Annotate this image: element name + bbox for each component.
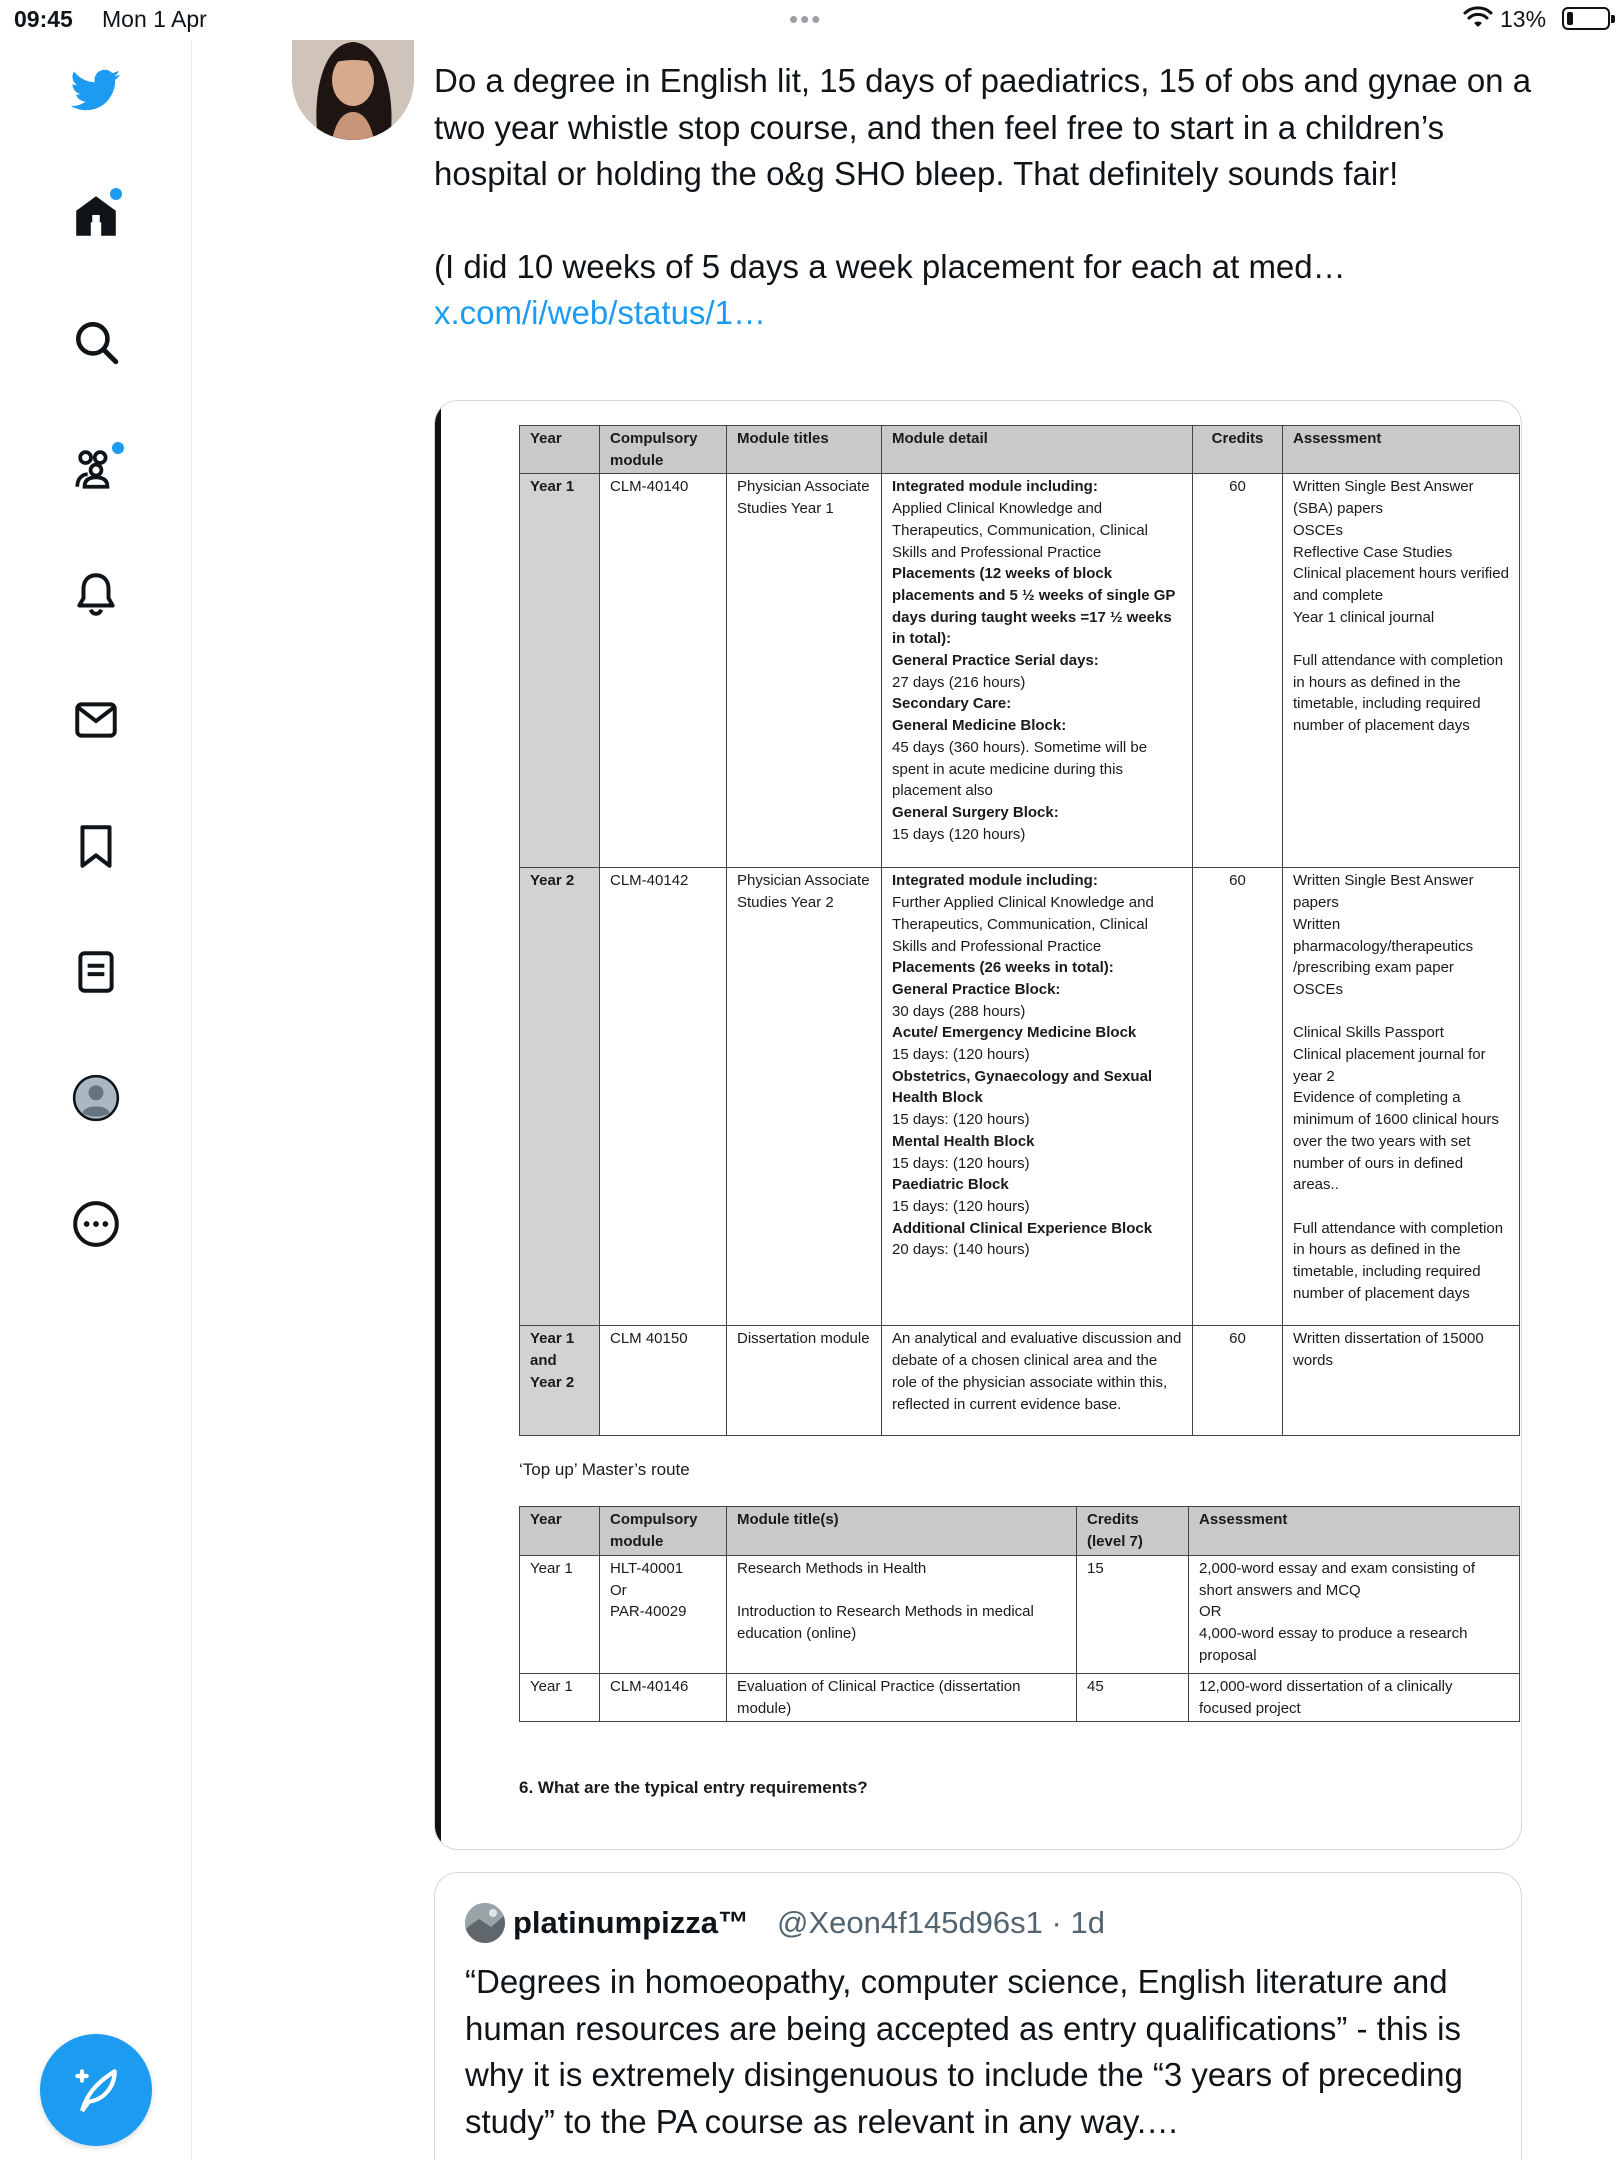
detail-line: Additional Clinical Experience Block — [892, 1219, 1153, 1237]
topup-route-label: ‘Top up’ Master’s route — [519, 1460, 690, 1480]
year-cell: Year 1 — [520, 474, 600, 868]
nav-home[interactable] — [66, 186, 126, 246]
table-row — [520, 1673, 1520, 1721]
detail-line: Acute/ Emergency Medicine Block — [892, 1024, 1137, 1042]
column-header: Assessment — [1189, 1507, 1520, 1555]
twitter-logo-icon[interactable] — [66, 60, 126, 120]
tweet-media-image[interactable] — [434, 400, 1522, 1850]
quoted-author-avatar[interactable] — [465, 1903, 505, 1943]
year-cell: Year 1 — [520, 1555, 600, 1673]
assessment-line: Year 1 clinical journal — [1293, 608, 1435, 626]
module-title-cell: Physician Associate Studies Year 2 — [727, 868, 882, 1326]
assessment-cell: Written dissertation of 15000 words — [1283, 1326, 1520, 1436]
assessment-line: 4,000-word essay to produce a research proposal — [1199, 1624, 1468, 1664]
detail-line: Placements (12 weeks of block placements and 5 ½ weeks of single GP days during taught weeks =17 ½ weeks in total): — [892, 565, 1176, 648]
detail-line: 30 days (288 hours) — [892, 1002, 1026, 1020]
tweet-text — [434, 58, 1534, 337]
assessment-line: OSCEs — [1293, 521, 1344, 539]
assessment-line: Reflective Case Studies — [1293, 543, 1453, 561]
detail-line: 15 days (120 hours) — [892, 825, 1026, 843]
table-header-row — [520, 426, 1520, 474]
column-header: Credits (level 7) — [1077, 1507, 1189, 1555]
notification-dot — [110, 188, 122, 200]
table-header-row — [520, 1507, 1520, 1555]
status-date: Mon 1 Apr — [102, 6, 207, 32]
module-code-cell — [600, 1555, 727, 1673]
detail-line: 15 days: (120 hours) — [892, 1197, 1030, 1215]
document — [519, 425, 1519, 1798]
year-cell: Year 2 — [520, 868, 600, 1326]
author-avatar[interactable] — [292, 36, 414, 140]
nav-search[interactable] — [66, 312, 126, 372]
search-icon — [71, 317, 121, 367]
module-code-cell: CLM-40142 — [600, 868, 727, 1326]
table-row — [520, 1555, 1520, 1673]
battery-icon — [1562, 7, 1610, 30]
detail-line: 45 days (360 hours). Sometime will be spent in acute medicine during this placement also — [892, 738, 1148, 800]
column-header: Compulsory module — [600, 1507, 727, 1555]
detail-line: Paediatric Block — [892, 1176, 1009, 1194]
nav-notifications[interactable] — [66, 564, 126, 624]
module-or: Or — [610, 1581, 627, 1599]
year-cell: Year 1 and Year 2 — [520, 1326, 600, 1436]
credits-cell: 60 — [1193, 1326, 1283, 1436]
assessment-cell — [1189, 1555, 1520, 1673]
compose-icon — [68, 2062, 124, 2118]
column-header: Module titles — [727, 426, 882, 474]
module-detail-cell — [882, 868, 1193, 1326]
nav-communities[interactable] — [66, 438, 126, 498]
entry-requirements-heading: 6. What are the typical entry requirements? — [519, 1778, 868, 1798]
quoted-tweet[interactable] — [434, 1872, 1522, 2160]
assessment-line: Clinical placement hours verified and complete — [1293, 565, 1509, 604]
list-icon — [71, 947, 121, 997]
assessment-or: OR — [1199, 1603, 1222, 1621]
module-detail-cell: An analytical and evaluative discussion and debate of a chosen clinical area and the role of the physician associate within this, reflected in current evidence base. — [882, 1326, 1193, 1436]
module-code-cell: CLM-40146 — [600, 1673, 727, 1721]
assessment-cell — [1283, 868, 1520, 1326]
module-title-cell: Evaluation of Clinical Practice (dissertation module) — [727, 1673, 1077, 1721]
detail-line: 15 days: (120 hours) — [892, 1046, 1030, 1064]
column-header: Compulsory module — [600, 426, 727, 474]
tweet-link[interactable]: x.com/i/web/status/1… — [434, 294, 766, 331]
assessment-line: 2,000-word essay and exam consisting of short answers and MCQ — [1199, 1559, 1475, 1599]
assessment-cell: 12,000-word dissertation of a clinically focused project — [1189, 1673, 1520, 1721]
assessment-line: Written Single Best Answer papers — [1293, 872, 1474, 912]
mail-icon — [71, 695, 121, 745]
column-header: Assessment — [1283, 426, 1520, 474]
detail-line: Integrated module including: — [892, 478, 1098, 496]
quoted-author-name[interactable]: platinumpizza™ — [513, 1905, 749, 1940]
status-time: 09:45 — [14, 6, 73, 32]
module-table — [519, 425, 1520, 1436]
quoted-tweet-text: “Degrees in homoeopathy, computer science, English literature and human resources are being accepted as entry qualifications” - this is why it is extremely disingenuous to include the “3 years of preceding study” to the PA course as relevant in any way.… — [465, 1963, 1463, 2140]
module-detail-cell — [882, 474, 1193, 868]
detail-line: Mental Health Block — [892, 1132, 1035, 1150]
module-title: Introduction to Research Methods in medical education (online) — [737, 1603, 1034, 1642]
table-row — [520, 474, 1520, 868]
assessment-cell — [1283, 474, 1520, 868]
module-title-cell — [727, 1555, 1077, 1673]
media-edge — [435, 401, 441, 1849]
nav-messages[interactable] — [66, 690, 126, 750]
profile-icon — [71, 1073, 121, 1123]
assessment-line: Written pharmacology/therapeutics /prescribing exam paper — [1293, 915, 1474, 977]
battery-percentage: 13% — [1500, 6, 1547, 32]
nav-profile[interactable] — [66, 1068, 126, 1128]
detail-line: 27 days (216 hours) — [892, 673, 1026, 691]
detail-line: Applied Clinical Knowledge and Therapeutics, Communication, Clinical Skills and Professional Practice — [892, 500, 1148, 561]
credits-cell: 15 — [1077, 1555, 1189, 1673]
tweet-body-continued — [434, 244, 1534, 337]
more-icon — [71, 1199, 121, 1249]
detail-line: Secondary Care: — [892, 695, 1012, 713]
nav-lists[interactable] — [66, 942, 126, 1002]
topup-table — [519, 1506, 1520, 1722]
assessment-line: Evidence of completing a minimum of 1600 clinical hours over the two years with set number of ours in defined areas.. — [1293, 1089, 1499, 1194]
module-title-cell: Physician Associate Studies Year 1 — [727, 474, 882, 868]
detail-line: General Practice Serial days: — [892, 652, 1099, 670]
status-bar — [0, 0, 1620, 40]
table-row — [520, 868, 1520, 1326]
assessment-line: Clinical placement journal for year 2 — [1293, 1046, 1486, 1085]
detail-line: Further Applied Clinical Knowledge and Therapeutics, Communication, Clinical Skills and Professional Practice — [892, 894, 1154, 955]
module-title: Research Methods in Health — [737, 1559, 927, 1577]
tweet-body: Do a degree in English lit, 15 days of paediatrics, 15 of obs and gynae on a two year whistle stop course, and then feel free to start in a children’s hospital or holding the o&g SHO bleep. That definitely sounds fair! — [434, 62, 1532, 192]
compose-button[interactable] — [40, 2034, 152, 2146]
column-header: Year — [520, 426, 600, 474]
column-header: Module detail — [882, 426, 1193, 474]
bell-icon — [71, 569, 121, 619]
assessment-line: Written Single Best Answer (SBA) papers — [1293, 478, 1474, 518]
module-code-cell: CLM-40140 — [600, 474, 727, 868]
column-header: Module title(s) — [727, 1507, 1077, 1555]
detail-line: General Practice Block: — [892, 980, 1061, 998]
detail-line: 20 days: (140 hours) — [892, 1241, 1030, 1259]
multitasking-dots-icon[interactable]: ••• — [789, 4, 823, 34]
sidebar — [0, 40, 192, 2160]
credits-cell: 60 — [1193, 474, 1283, 868]
detail-line: 15 days: (120 hours) — [892, 1154, 1030, 1172]
module-title-cell: Dissertation module — [727, 1326, 882, 1436]
detail-line: 15 days: (120 hours) — [892, 1111, 1030, 1129]
tweet-truncated-text: (I did 10 weeks of 5 days a week placement for each at med… — [434, 247, 1346, 285]
assessment-line: Clinical Skills Passport — [1293, 1024, 1444, 1042]
detail-line: General Surgery Block: — [892, 803, 1059, 821]
column-header: Year — [520, 1507, 600, 1555]
detail-line: General Medicine Block: — [892, 717, 1067, 735]
wifi-icon — [1463, 6, 1493, 30]
bookmark-icon — [71, 821, 121, 871]
nav-more[interactable] — [66, 1194, 126, 1254]
column-header: Credits — [1193, 426, 1283, 474]
credits-cell: 45 — [1077, 1673, 1189, 1721]
credits-cell: 60 — [1193, 868, 1283, 1326]
assessment-line: OSCEs — [1293, 980, 1344, 998]
module-code-cell: CLM 40150 — [600, 1326, 727, 1436]
nav-bookmarks[interactable] — [66, 816, 126, 876]
module-code: HLT-40001 — [610, 1559, 684, 1577]
assessment-line: Full attendance with completion in hours as defined in the timetable, including required number of placement days — [1293, 652, 1504, 735]
table-row — [520, 1326, 1520, 1436]
detail-line: Integrated module including: — [892, 872, 1098, 890]
module-code: PAR-40029 — [610, 1603, 687, 1621]
detail-line: Obstetrics, Gynaecology and Sexual Health Block — [892, 1067, 1153, 1107]
detail-line: Placements (26 weeks in total): — [892, 959, 1114, 977]
year-cell: Year 1 — [520, 1673, 600, 1721]
quoted-author-handle[interactable]: @Xeon4f145d96s1 · 1d — [777, 1905, 1105, 1940]
assessment-line: Full attendance with completion in hours as defined in the timetable, including required number of placement days — [1293, 1219, 1504, 1302]
notification-dot — [112, 442, 124, 454]
